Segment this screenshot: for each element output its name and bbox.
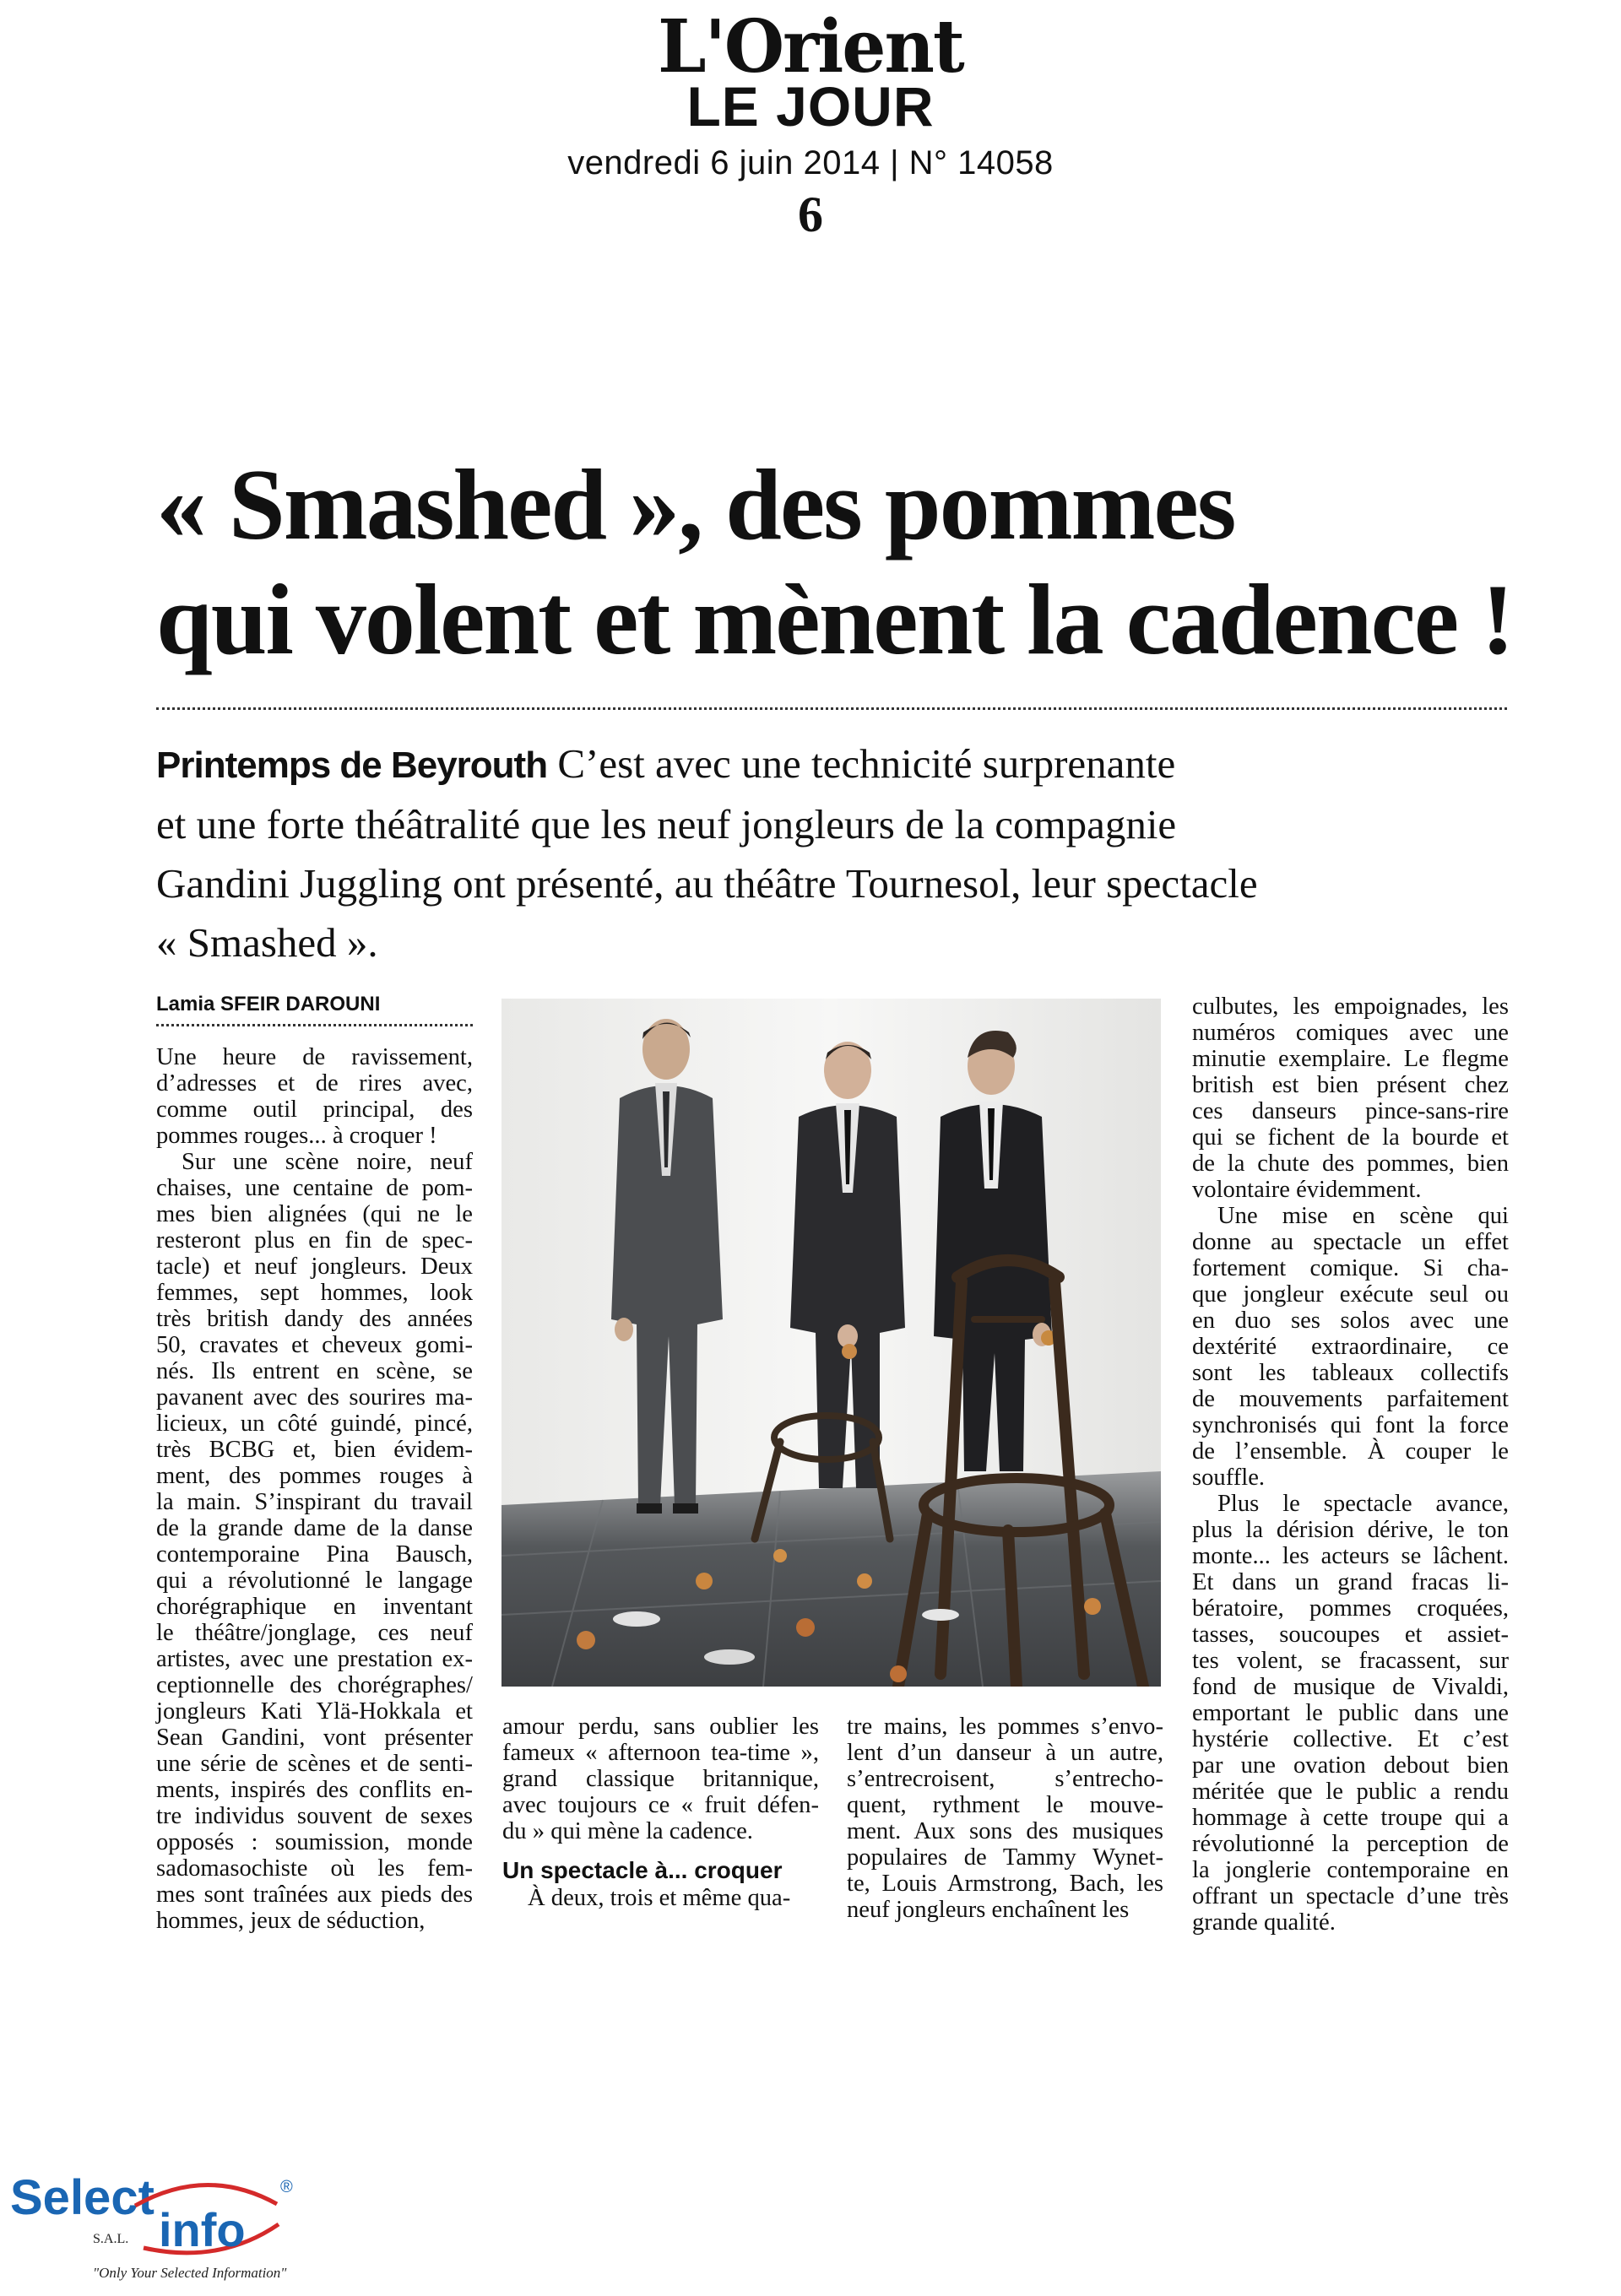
text-line: ment, des pommes rouges à: [156, 1463, 473, 1489]
dotted-divider: [156, 1024, 473, 1026]
logo-tagline: "Only Your Selected Information": [93, 2265, 287, 2281]
text-line: comme outil principal, des: [156, 1097, 473, 1123]
text-line: quent, rythment le mouve-: [847, 1792, 1163, 1818]
text-line: par une ovation debout bien: [1192, 1752, 1509, 1779]
text-line: Une heure de ravissement,: [156, 1044, 473, 1070]
text-line: avec toujours ce « fruit défen-: [502, 1792, 819, 1818]
text-line: du » qui mène la cadence.: [502, 1818, 753, 1844]
edition-date: vendredi 6 juin 2014 | N° 14058: [567, 144, 1054, 181]
text-line: ces danseurs pince-sans-rire: [1192, 1098, 1509, 1124]
performers-photo: [501, 999, 1161, 1687]
text-line: en duo ses solos avec une: [1192, 1308, 1509, 1334]
text-line: sadomasochiste où les fem-: [156, 1855, 473, 1882]
text-line: plus la dérision dérive, le ton: [1192, 1517, 1509, 1543]
text-line: Sean Gandini, vont présenter: [156, 1725, 473, 1751]
logo-info-text: info: [159, 2203, 246, 2256]
text-line: chaises, une centaine de pom-: [156, 1175, 473, 1201]
article-column-4: [1192, 994, 1509, 1936]
masthead-orient: L'Orient: [658, 4, 963, 89]
text-line: sont les tableaux collectifs: [1192, 1360, 1509, 1386]
text-line: s’entrecroisent, s’entrecho-: [847, 1766, 1163, 1792]
text-line: licieux, un côté guindé, pincé,: [156, 1411, 473, 1437]
masthead-logo: [0, 4, 1621, 138]
text-line: synchronisés qui font la force: [1192, 1412, 1509, 1438]
text-line: amour perdu, sans oublier les: [502, 1714, 819, 1740]
logo-select-text: Select: [10, 2170, 155, 2225]
text-line: fond de musique de Vivaldi,: [1192, 1674, 1509, 1700]
text-line: ment. Aux sons des musiques: [847, 1818, 1163, 1844]
lede-kicker: Printemps de Beyrouth: [156, 745, 548, 786]
text-line: populaires de Tammy Wynet-: [847, 1844, 1163, 1871]
text-line: de l’ensemble. À couper le: [1192, 1438, 1509, 1465]
text-line: tes volent, se fracassent, sur: [1192, 1648, 1509, 1674]
headline-line: « Smashed », des pommes: [156, 448, 1235, 560]
text-line: hommage à cette troupe qui a: [1192, 1805, 1509, 1831]
text-line: te, Louis Armstrong, Bach, les: [847, 1871, 1163, 1897]
text-line: neuf jongleurs enchaînent les: [847, 1897, 1130, 1923]
text-line: de mouvements parfaitement: [1192, 1386, 1509, 1412]
text-line: 50, cravates et cheveux gomi-: [156, 1332, 473, 1358]
text-line: ceptionnelle des chorégraphes/: [156, 1672, 473, 1698]
text-line: une série de scènes et de senti-: [156, 1751, 473, 1777]
text-line: british est bien présent chez: [1192, 1072, 1509, 1098]
page-number: 6: [798, 187, 823, 242]
text-line: hystérie collective. Et c’est: [1192, 1726, 1509, 1752]
text-line: bératoire, pommes croquées,: [1192, 1595, 1509, 1622]
text-line: très british dandy des années: [156, 1306, 473, 1332]
text-line: donne au spectacle un effet: [1192, 1229, 1509, 1255]
text-line: fortement comique. Si cha-: [1192, 1255, 1509, 1281]
text-line: monte... les acteurs se lâchent.: [1192, 1543, 1509, 1569]
text-line: À deux, trois et même qua-: [528, 1885, 791, 1911]
article-column-2: [502, 1714, 819, 1911]
masthead-le-jour: LE JOUR: [686, 75, 935, 138]
text-line: culbutes, les empoignades, les: [1192, 994, 1509, 1020]
article-column-1: [156, 1044, 473, 1934]
text-line: Une mise en scène qui: [1217, 1203, 1509, 1229]
text-line: de la chute des pommes, bien: [1192, 1151, 1509, 1177]
text-line: hommes, jeux de séduction,: [156, 1908, 426, 1934]
text-line: tre individus souvent de sexes: [156, 1803, 473, 1829]
text-line: mes sont traînées aux pieds des: [156, 1882, 473, 1908]
text-line: Et dans un grand fracas li-: [1192, 1569, 1509, 1595]
text-line: Sur une scène noire, neuf: [182, 1149, 473, 1175]
text-line: qui a révolutionné le langage: [156, 1568, 473, 1594]
text-line: le théâtre/jonglage, ces neuf: [156, 1620, 473, 1646]
headline-line: qui volent et mènent la cadence !: [156, 563, 1514, 675]
text-line: lent d’un danseur à un autre,: [847, 1740, 1163, 1766]
text-line: opposés : soumission, monde: [156, 1829, 473, 1855]
text-line: femmes, sept hommes, look: [156, 1280, 473, 1306]
text-line: grande qualité.: [1192, 1909, 1336, 1936]
lede-text: et une forte théâtralité que les neuf jongleurs de la compagnie: [156, 801, 1177, 847]
text-line: fameux « afternoon tea-time »,: [502, 1740, 819, 1766]
text-line: volontaire évidemment.: [1192, 1177, 1422, 1203]
lede-text: Gandini Juggling ont présenté, au théâtre Tournesol, leur spectacle: [156, 860, 1258, 907]
text-line: tasses, soucoupes et assiet-: [1192, 1622, 1509, 1648]
text-line: resteront plus en fin de spec-: [156, 1227, 473, 1254]
text-line: contemporaine Pina Bausch,: [156, 1541, 473, 1568]
text-line: ments, inspirés des conflits en-: [156, 1777, 473, 1803]
text-line: minutie exemplaire. Le flegme: [1192, 1046, 1509, 1072]
text-line: mes bien alignées (qui ne le: [156, 1201, 473, 1227]
article-headline: [156, 447, 1524, 677]
text-line: grand classique britannique,: [502, 1766, 819, 1792]
select-info-logo: [8, 2165, 300, 2292]
column-2-text: [502, 1885, 819, 1911]
text-line: pavanent avec des sourires ma-: [156, 1384, 473, 1411]
lede-text: C’est avec une technicité surprenante: [547, 740, 1176, 787]
text-line: jongleurs Kati Ylä-Hokkala et: [156, 1698, 473, 1725]
logo-sal-text: S.A.L.: [93, 2232, 129, 2246]
text-line: numéros comiques avec une: [1192, 1020, 1509, 1046]
registered-mark: ®: [280, 2178, 293, 2196]
text-line: méritée que le public a rendu: [1192, 1779, 1509, 1805]
text-line: emportant le public dans une: [1192, 1700, 1509, 1726]
article-lede: [156, 734, 1524, 972]
text-line: souffle.: [1192, 1465, 1266, 1491]
text-line: la main. S’inspirant du travail: [156, 1489, 473, 1515]
text-line: artistes, avec une prestation ex-: [156, 1646, 473, 1672]
text-line: tre mains, les pommes s’envo-: [847, 1714, 1163, 1740]
article-photo: [501, 999, 1161, 1687]
article-subhead: Un spectacle à... croquer: [502, 1857, 783, 1883]
text-line: chorégraphique en inventant: [156, 1594, 473, 1620]
dotted-divider: [156, 707, 1507, 710]
text-line: d’adresses et de rires avec,: [156, 1070, 473, 1097]
text-line: tacle) et neuf jongleurs. Deux: [156, 1254, 473, 1280]
text-line: pommes rouges... à croquer !: [156, 1123, 437, 1149]
text-line: très BCBG et, bien évidem-: [156, 1437, 473, 1463]
text-line: révolutionné la perception de: [1192, 1831, 1509, 1857]
text-line: nés. Ils entrent en scène, se: [156, 1358, 473, 1384]
column-2-text: [502, 1714, 819, 1844]
byline: Lamia SFEIR DAROUNI: [156, 993, 381, 1015]
text-line: dextérité extraordinaire, ce: [1192, 1334, 1509, 1360]
text-line: que jongleur exécute seul ou: [1192, 1281, 1509, 1308]
text-line: de la grande dame de la danse: [156, 1515, 473, 1541]
text-line: qui se fichent de la bourde et: [1192, 1124, 1509, 1151]
text-line: la jonglerie contemporaine en: [1192, 1857, 1509, 1883]
lede-text: « Smashed ».: [156, 919, 378, 966]
text-line: offrant un spectacle d’une très: [1192, 1883, 1509, 1909]
text-line: Plus le spectacle avance,: [1217, 1491, 1509, 1517]
article-column-3: [847, 1714, 1163, 1923]
